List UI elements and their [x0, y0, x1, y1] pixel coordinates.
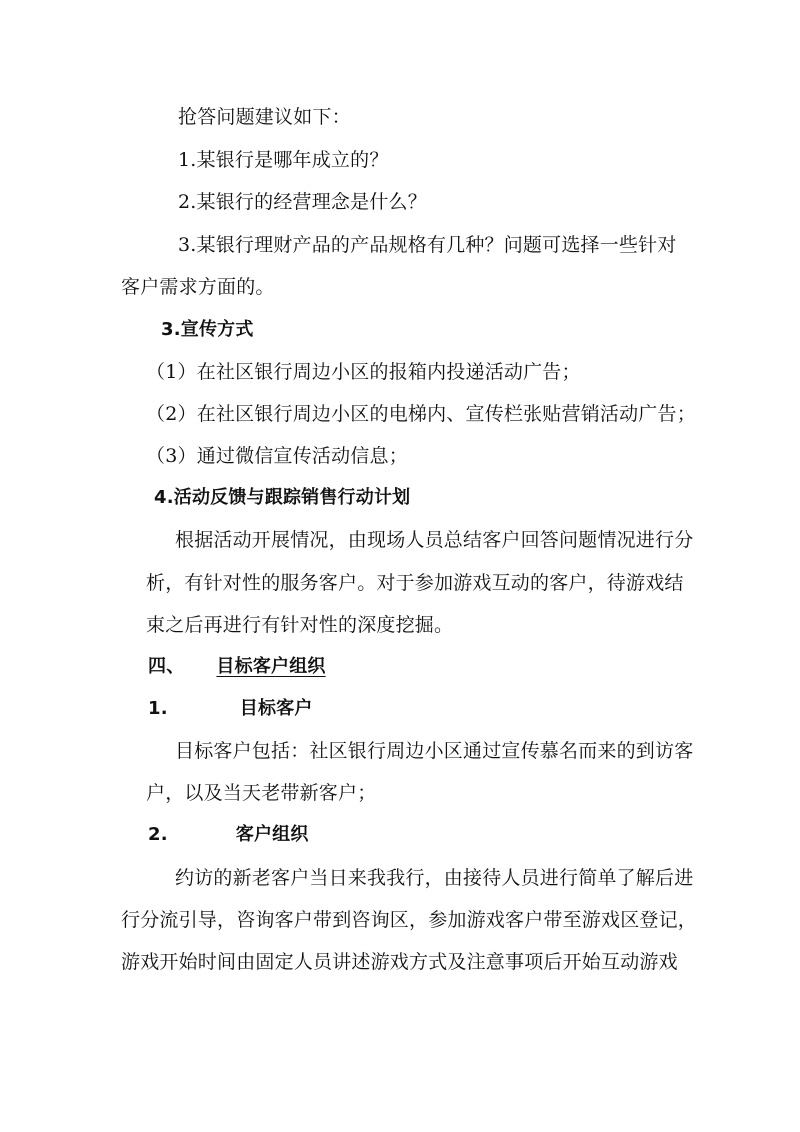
section-4-paragraph-line-2: 析，有针对性的服务客户。对于参加游戏互动的客户，待游戏结 — [146, 572, 684, 594]
section-4-paragraph-line-1: 根据活动开展情况，由现场人员总结客户回答问题情况进行分 — [175, 529, 694, 551]
section-3-item-3: （3）通过微信宣传活动信息； — [146, 445, 408, 467]
subsection-2-paragraph-line-1: 约访的新老客户当日来我我行，由接待人员进行简单了解后进 — [175, 867, 694, 889]
subsection-2-number: 2. — [148, 824, 168, 845]
subsection-2-paragraph-line-2: 行分流引导，咨询客户带到咨询区，参加游戏客户带至游戏区登记， — [121, 909, 698, 931]
section-4-paragraph-line-3: 束之后再进行有针对性的深度挖掘。 — [146, 614, 454, 636]
part-4-number: 四、 — [148, 656, 185, 677]
section-3-item-2: （2）在社区银行周边小区的电梯内、宣传栏张贴营销活动广告； — [146, 403, 696, 425]
subsection-2-paragraph-line-3: 游戏开始时间由固定人员讲述游戏方式及注意事项后开始互动游戏 — [121, 951, 678, 973]
section-3-heading: 3.宣传方式 — [161, 319, 254, 340]
subsection-2-title: 客户组织 — [235, 824, 309, 845]
part-4-heading — [148, 655, 326, 679]
question-1: 1.某银行是哪年成立的？ — [178, 149, 389, 171]
subsection-1-number: 1. — [148, 698, 168, 719]
subsection-2-heading — [148, 823, 309, 847]
part-4-title: 目标客户组织 — [216, 656, 326, 677]
question-3: 3.某银行理财产品的产品规格有几种？问题可选择一些针对 — [178, 234, 677, 256]
question-2: 2.某银行的经营理念是什么？ — [178, 191, 427, 213]
qa-intro: 抢答问题建议如下： — [178, 106, 351, 128]
section-3-item-1: （1）在社区银行周边小区的报箱内投递活动广告； — [146, 361, 581, 383]
section-4-heading: 4.活动反馈与跟踪销售行动计划 — [154, 487, 411, 508]
subsection-1-paragraph-line-2: 户，以及当天老带新客户； — [146, 782, 377, 804]
subsection-1-paragraph-line-1: 目标客户包括：社区银行周边小区通过宣传慕名而来的到访客 — [175, 740, 694, 762]
subsection-1-heading — [148, 697, 313, 721]
subsection-1-title: 目标客户 — [239, 698, 313, 719]
question-3-continuation: 客户需求方面的。 — [121, 276, 275, 298]
